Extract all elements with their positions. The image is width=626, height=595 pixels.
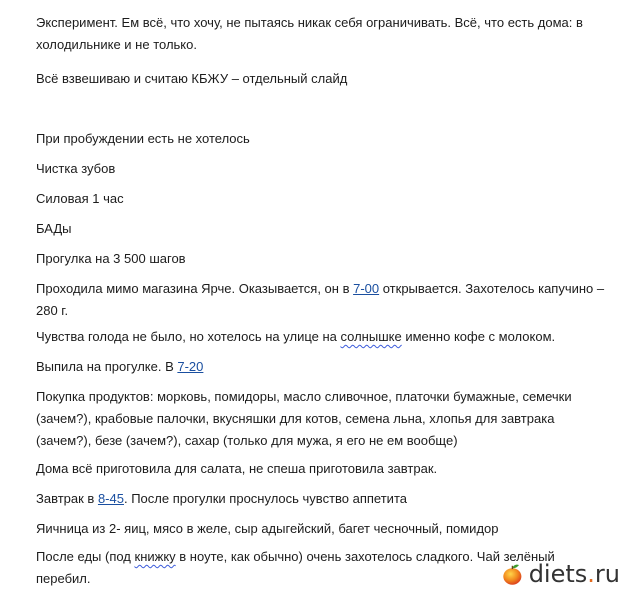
paragraph-14 [36, 518, 611, 540]
paragraph-4 [36, 158, 611, 180]
paragraph-13 [36, 488, 611, 510]
text-segment: в ноуте, как обычно) очень захотелось сладкого. Чай зелёный перебил. [36, 549, 555, 586]
paragraph-12 [36, 458, 611, 480]
text-segment: Всё взвешиваю и считаю КБЖУ – отдельный слайд [36, 71, 348, 86]
paragraph-1 [36, 12, 611, 56]
text-segment: Завтрак в [36, 491, 98, 506]
text-segment: Проходила мимо магазина Ярче. Оказывается, он в [36, 281, 354, 296]
paragraph-7 [36, 248, 611, 270]
paragraph-2 [36, 68, 611, 90]
text-segment: Силовая 1 час [36, 191, 124, 206]
text-segment: именно кофе с молоком. [401, 329, 556, 344]
paragraph-6 [36, 218, 611, 240]
time-link[interactable]: 7-20 [177, 359, 204, 374]
text-segment: При пробуждении есть не хотелось [36, 131, 250, 146]
paragraph-8 [36, 278, 611, 322]
apple-logo-icon [500, 559, 525, 589]
text-segment: Выпила на прогулке. В [36, 359, 178, 374]
text-segment: Эксперимент. Ем всё, что хочу, не пытаясь никак себя ограничивать. Всё, что есть дома: в холодильнике и не только. [36, 15, 583, 52]
time-link[interactable]: 8-45 [97, 491, 124, 506]
spellcheck-word[interactable]: солнышке [340, 329, 402, 344]
paragraph-10 [36, 356, 611, 378]
time-link[interactable]: 7-00 [353, 281, 380, 296]
paragraph-9 [36, 326, 611, 348]
paragraph-11 [36, 386, 611, 452]
paragraph-5 [36, 188, 611, 210]
text-segment: Покупка продуктов: морковь, помидоры, масло сливочное, платочки бумажные, семечки (зачем?), крабовые палочки, вкусняшки для котов, семена льна, хлопья для завтрака (зачем?), безе (зачем?), сахар (только для мужа, я его не ем вообще) [36, 389, 572, 448]
text-segment: Яичница из 2- яиц, мясо в желе, сыр адыгейский, багет чесночный, помидор [36, 521, 499, 536]
spellcheck-word[interactable]: книжку [134, 549, 176, 564]
text-segment: . После прогулки проснулось чувство аппетита [123, 491, 407, 506]
text-segment: Прогулка на 3 500 шагов [36, 251, 186, 266]
diets-watermark [500, 557, 620, 591]
text-segment: Чувства голода не было, но хотелось на улице на [36, 329, 341, 344]
text-segment: После еды (под [36, 549, 135, 564]
text-segment: БАДы [36, 221, 72, 236]
text-segment: открывается. Захотелось капучино – 280 г. [36, 281, 605, 318]
paragraph-3 [36, 128, 611, 150]
watermark-text: diets.ru [528, 560, 620, 588]
text-segment: Дома всё приготовила для салата, не спеша приготовила завтрак. [36, 461, 438, 476]
text-segment: Чистка зубов [36, 161, 116, 176]
